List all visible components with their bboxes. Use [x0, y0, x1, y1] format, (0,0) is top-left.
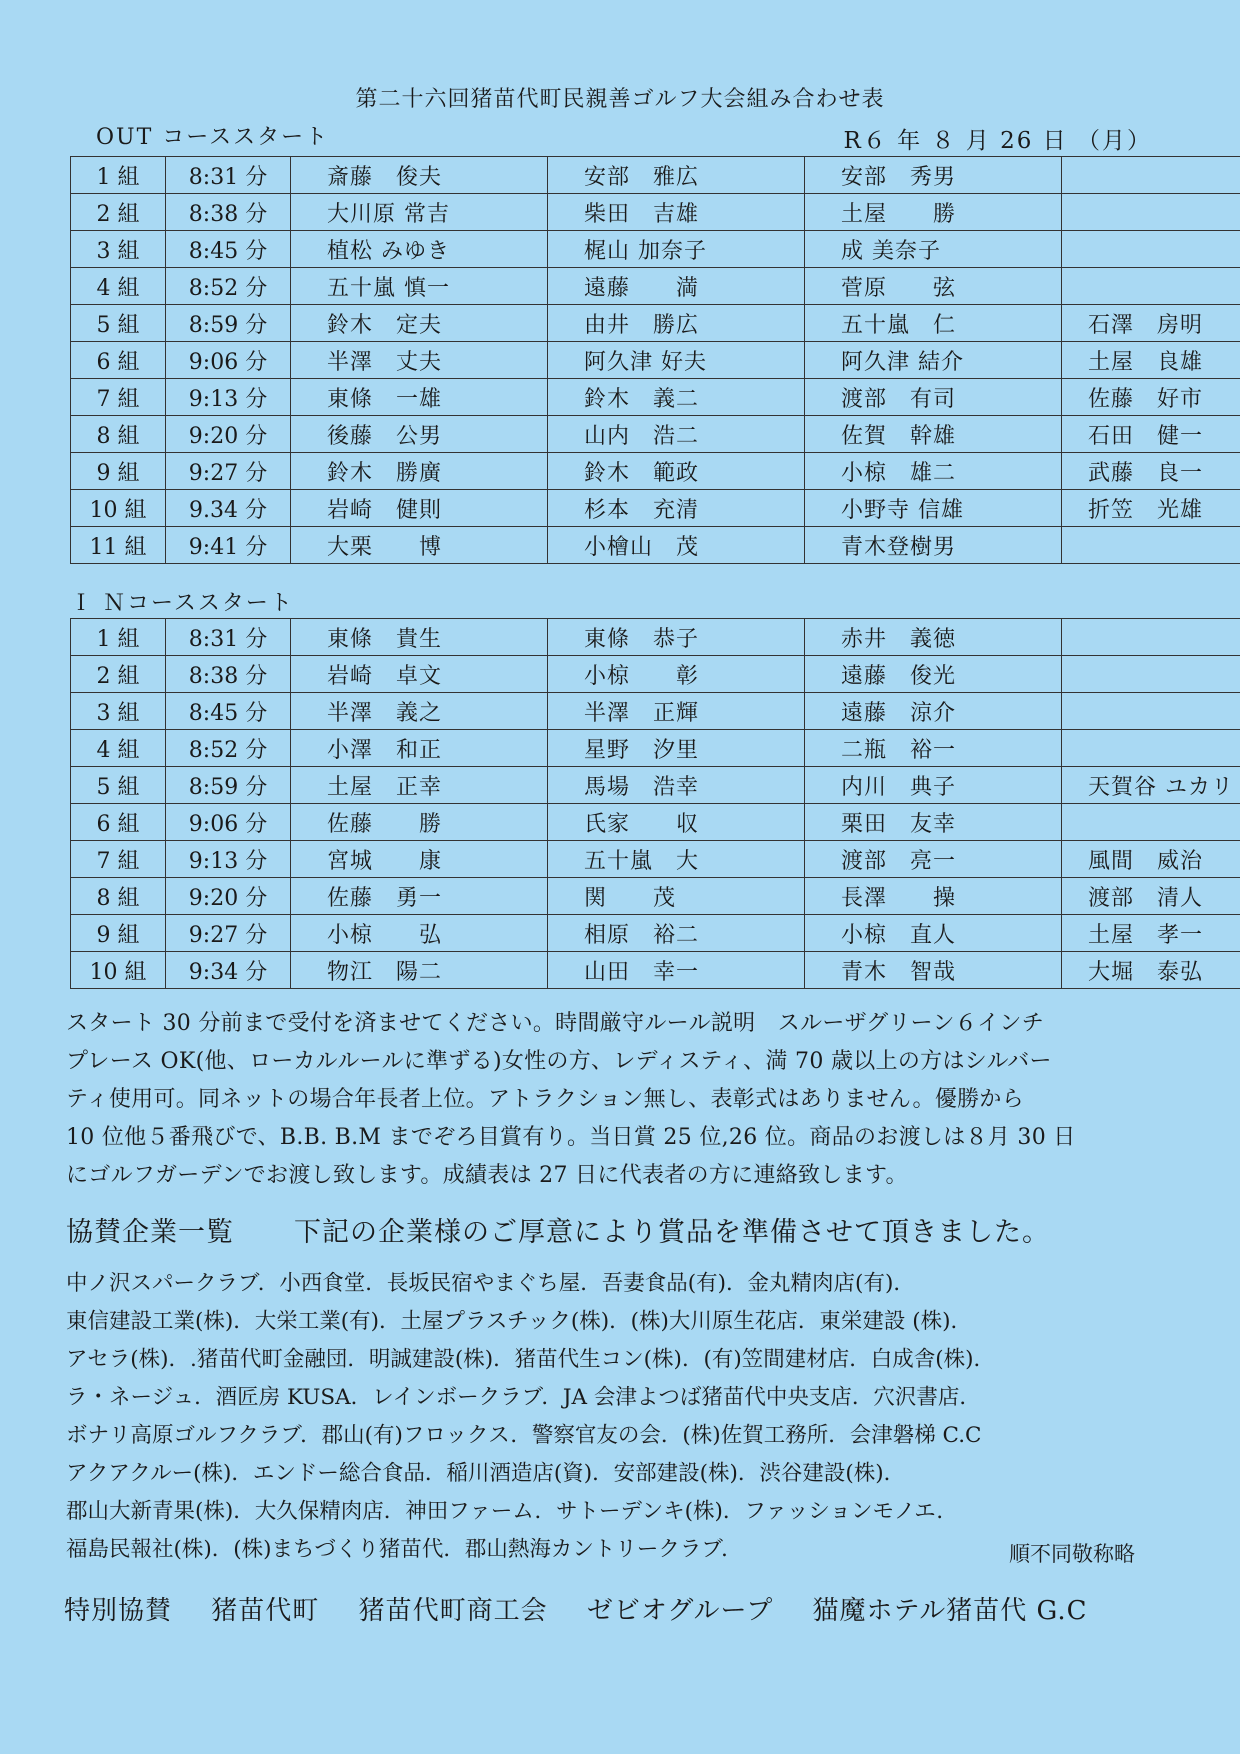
tee-time-cell: 8:45 分 — [166, 231, 291, 268]
tee-time-cell: 9.34 分 — [166, 490, 291, 527]
player-cell: 小椋 雄二 — [805, 453, 1062, 490]
player-cell: 東條 貴生 — [291, 619, 548, 656]
group-cell: 11 組 — [71, 527, 166, 564]
player-cell: 風間 威治 — [1062, 841, 1240, 878]
player-cell: 半澤 義之 — [291, 693, 548, 730]
schedule-row — [71, 656, 1240, 693]
schedule-row — [71, 268, 1240, 305]
sponsor-line: アセラ(株)．.猪苗代町金融団．明誠建設(株)．猪苗代生コン(株)．(有)笠間建材店．白成舎(株)． — [66, 1347, 996, 1372]
special-item: 猪苗代町 — [211, 1596, 320, 1626]
player-cell: 遠藤 満 — [548, 268, 805, 305]
out-course-table — [70, 156, 1240, 564]
player-cell: 鈴木 勝廣 — [291, 453, 548, 490]
player-cell: 佐賀 幹雄 — [805, 416, 1062, 453]
player-cell: 佐藤 好市 — [1062, 379, 1240, 416]
player-cell: 土屋 正幸 — [291, 767, 548, 804]
group-cell: 10 組 — [71, 952, 166, 989]
group-cell: 3 組 — [71, 693, 166, 730]
player-cell: 阿久津 好夫 — [548, 342, 805, 379]
group-cell: 2 組 — [71, 194, 166, 231]
tee-time-cell: 9:20 分 — [166, 416, 291, 453]
schedule-row — [71, 915, 1240, 952]
schedule-row — [71, 730, 1240, 767]
player-cell — [1062, 619, 1240, 656]
tee-time-cell: 9:20 分 — [166, 878, 291, 915]
player-cell: 馬場 浩幸 — [548, 767, 805, 804]
player-cell: 土屋 孝一 — [1062, 915, 1240, 952]
player-cell — [1062, 268, 1240, 305]
sponsor-line: 郡山大新青果(株)．大久保精肉店．神田ファーム．サトーデンキ(株)．ファッションモノエ． — [66, 1499, 958, 1524]
group-cell: 1 組 — [71, 619, 166, 656]
player-cell: 武藤 良一 — [1062, 453, 1240, 490]
player-cell — [1062, 527, 1240, 564]
player-cell: 渡部 亮一 — [805, 841, 1062, 878]
tee-time-cell: 9:06 分 — [166, 342, 291, 379]
sponsor-line: 中ノ沢スパークラブ．小西食堂．長坂民宿やまぐち屋．吾妻食品(有)．金丸精肉店(有)． — [66, 1271, 915, 1296]
player-cell: 青木登樹男 — [805, 527, 1062, 564]
player-cell: 小野寺 信雄 — [805, 490, 1062, 527]
tee-time-cell: 8:31 分 — [166, 157, 291, 194]
player-cell: 東條 恭子 — [548, 619, 805, 656]
notes-block — [66, 1005, 1176, 1195]
player-cell: 遠藤 俊光 — [805, 656, 1062, 693]
notes-line: スタート 30 分前まで受付を済ませてください。時間厳守ルール説明 スルーザグリーン６インチ — [66, 1011, 1045, 1036]
schedule-row — [71, 379, 1240, 416]
schedule-row — [71, 490, 1240, 527]
special-item: ゼビオグループ — [586, 1596, 774, 1626]
player-cell: 大川原 常吉 — [291, 194, 548, 231]
player-cell: 半澤 丈夫 — [291, 342, 548, 379]
group-cell: 5 組 — [71, 305, 166, 342]
tee-time-cell: 9:13 分 — [166, 379, 291, 416]
player-cell: 宮城 康 — [291, 841, 548, 878]
player-cell: 五十嵐 慎一 — [291, 268, 548, 305]
special-item: 猫魔ホテル猪苗代 G.C — [812, 1596, 1088, 1626]
document-title: 第二十六回猪苗代町民親善ゴルフ大会組み合わせ表 — [355, 87, 885, 112]
tee-time-cell: 8:45 分 — [166, 693, 291, 730]
in-course-label: Ｉ Ｎコーススタート — [70, 591, 294, 616]
player-cell: 安部 秀男 — [805, 157, 1062, 194]
player-cell: 小椋 彰 — [548, 656, 805, 693]
tee-time-cell: 8:38 分 — [166, 194, 291, 231]
player-cell: 天賀谷 ユカリ — [1062, 767, 1240, 804]
sponsor-line: ラ・ネージュ．酒匠房 KUSA．レインボークラブ．JA 会津よつば猪苗代中央支店．穴沢書店． — [66, 1385, 981, 1410]
player-cell: 栗田 友幸 — [805, 804, 1062, 841]
player-cell: 柴田 吉雄 — [548, 194, 805, 231]
player-cell: 渡部 清人 — [1062, 878, 1240, 915]
player-cell — [1062, 194, 1240, 231]
player-cell: 山田 幸一 — [548, 952, 805, 989]
event-date: R６ 年 ８ 月 26 日 （月） — [843, 128, 1152, 154]
player-cell: 内川 典子 — [805, 767, 1062, 804]
player-cell — [1062, 804, 1240, 841]
schedule-row — [71, 416, 1240, 453]
player-cell: 関 茂 — [548, 878, 805, 915]
player-cell — [1062, 231, 1240, 268]
tee-time-cell: 9:34 分 — [166, 952, 291, 989]
schedule-row — [71, 804, 1240, 841]
schedule-row — [71, 527, 1240, 564]
player-cell: 赤井 義徳 — [805, 619, 1062, 656]
schedule-row — [71, 157, 1240, 194]
notes-line: プレース OK(他、ローカルルールに準ずる)女性の方、レディスティ、満 70 歳以上の方はシルバー — [66, 1049, 1052, 1074]
player-cell: 安部 雅広 — [548, 157, 805, 194]
player-cell: 小檜山 茂 — [548, 527, 805, 564]
group-cell: 6 組 — [71, 342, 166, 379]
tee-time-cell: 8:38 分 — [166, 656, 291, 693]
player-cell: 由井 勝広 — [548, 305, 805, 342]
tee-time-cell: 8:59 分 — [166, 767, 291, 804]
group-cell: 1 組 — [71, 157, 166, 194]
player-cell: 後藤 公男 — [291, 416, 548, 453]
out-course-label: OUT コーススタート — [96, 125, 330, 150]
schedule-row — [71, 767, 1240, 804]
player-cell: 小椋 直人 — [805, 915, 1062, 952]
player-cell: 梶山 加奈子 — [548, 231, 805, 268]
player-cell: 五十嵐 大 — [548, 841, 805, 878]
tee-time-cell: 9:06 分 — [166, 804, 291, 841]
group-cell: 7 組 — [71, 841, 166, 878]
honorific-note: 順不同敬称略 — [1009, 1542, 1135, 1566]
schedule-row — [71, 952, 1240, 989]
group-cell: 6 組 — [71, 804, 166, 841]
schedule-row — [71, 878, 1240, 915]
sponsors-message: 下記の企業様のご厚意により賞品を準備させて頂きました。 — [294, 1217, 1050, 1248]
player-cell: 青木 智哉 — [805, 952, 1062, 989]
player-cell: 岩崎 卓文 — [291, 656, 548, 693]
sponsor-line: アクアクルー(株)．エンドー総合食品．稲川酒造店(資)．安部建設(株)．渋谷建設(株)． — [66, 1461, 906, 1486]
tee-time-cell: 8:31 分 — [166, 619, 291, 656]
tee-time-cell: 9:27 分 — [166, 453, 291, 490]
player-cell — [1062, 693, 1240, 730]
player-cell: 成 美奈子 — [805, 231, 1062, 268]
player-cell: 渡部 有司 — [805, 379, 1062, 416]
group-cell: 5 組 — [71, 767, 166, 804]
schedule-row — [71, 841, 1240, 878]
player-cell: 鈴木 義二 — [548, 379, 805, 416]
group-cell: 3 組 — [71, 231, 166, 268]
schedule-row — [71, 453, 1240, 490]
player-cell — [1062, 157, 1240, 194]
player-cell: 大栗 博 — [291, 527, 548, 564]
special-sponsors — [64, 1590, 1117, 1627]
in-course-table — [70, 618, 1240, 989]
notes-line: にゴルフガーデンでお渡し致します。成績表は 27 日に代表者の方に連絡致します。 — [66, 1163, 908, 1188]
player-cell: 鈴木 定夫 — [291, 305, 548, 342]
player-cell: 長澤 操 — [805, 878, 1062, 915]
player-cell: 大堀 泰弘 — [1062, 952, 1240, 989]
group-cell: 10 組 — [71, 490, 166, 527]
tee-time-cell: 8:52 分 — [166, 730, 291, 767]
player-cell — [1062, 656, 1240, 693]
player-cell: 東條 一雄 — [291, 379, 548, 416]
player-cell: 阿久津 結介 — [805, 342, 1062, 379]
tee-time-cell: 8:59 分 — [166, 305, 291, 342]
player-cell: 小椋 弘 — [291, 915, 548, 952]
player-cell: 半澤 正輝 — [548, 693, 805, 730]
schedule-row — [71, 194, 1240, 231]
group-cell: 4 組 — [71, 730, 166, 767]
schedule-row — [71, 619, 1240, 656]
player-cell: 小澤 和正 — [291, 730, 548, 767]
player-cell: 氏家 収 — [548, 804, 805, 841]
schedule-row — [71, 305, 1240, 342]
group-cell: 7 組 — [71, 379, 166, 416]
special-label: 特別協賛 — [64, 1596, 173, 1626]
player-cell: 山内 浩二 — [548, 416, 805, 453]
notes-line: 10 位他５番飛びで、B.B. B.M までぞろ目賞有り。当日賞 25 位,26 位。商品のお渡しは８月 30 日 — [66, 1125, 1076, 1150]
player-cell: 植松 みゆき — [291, 231, 548, 268]
sponsor-list — [66, 1265, 1176, 1569]
sponsors-heading-row — [66, 1210, 1050, 1249]
tee-time-cell: 9:27 分 — [166, 915, 291, 952]
schedule-row — [71, 693, 1240, 730]
player-cell: 岩崎 健則 — [291, 490, 548, 527]
schedule-row — [71, 342, 1240, 379]
sponsor-line: 東信建設工業(株)．大栄工業(有)．土屋プラスチック(株)．(株)大川原生花店．東栄建設 (株)． — [66, 1309, 972, 1334]
group-cell: 9 組 — [71, 915, 166, 952]
player-cell: 相原 裕二 — [548, 915, 805, 952]
player-cell: 星野 汐里 — [548, 730, 805, 767]
player-cell: 五十嵐 仁 — [805, 305, 1062, 342]
player-cell: 物江 陽二 — [291, 952, 548, 989]
player-cell: 石田 健一 — [1062, 416, 1240, 453]
special-item: 猪苗代町商工会 — [358, 1596, 548, 1626]
player-cell: 菅原 弦 — [805, 268, 1062, 305]
group-cell: 8 組 — [71, 416, 166, 453]
sponsor-line: ボナリ高原ゴルフクラブ．郡山(有)フロックス．警察官友の会．(株)佐賀工務所．会津磐梯 C.C — [66, 1423, 982, 1448]
group-cell: 4 組 — [71, 268, 166, 305]
group-cell: 8 組 — [71, 878, 166, 915]
player-cell: 二瓶 裕一 — [805, 730, 1062, 767]
tee-time-cell: 9:41 分 — [166, 527, 291, 564]
player-cell: 土屋 勝 — [805, 194, 1062, 231]
notes-line: ティ使用可。同ネットの場合年長者上位。アトラクション無し、表彰式はありません。優勝から — [66, 1087, 1025, 1112]
player-cell: 佐藤 勝 — [291, 804, 548, 841]
player-cell: 佐藤 勇一 — [291, 878, 548, 915]
group-cell: 2 組 — [71, 656, 166, 693]
player-cell — [1062, 730, 1240, 767]
player-cell: 鈴木 範政 — [548, 453, 805, 490]
player-cell: 杉本 充清 — [548, 490, 805, 527]
player-cell: 遠藤 涼介 — [805, 693, 1062, 730]
tee-time-cell: 8:52 分 — [166, 268, 291, 305]
group-cell: 9 組 — [71, 453, 166, 490]
player-cell: 石澤 房明 — [1062, 305, 1240, 342]
sponsor-line: 福島民報社(株)．(株)まちづくり猪苗代．郡山熱海カントリークラブ． — [66, 1537, 743, 1562]
player-cell: 土屋 良雄 — [1062, 342, 1240, 379]
player-cell: 斎藤 俊夫 — [291, 157, 548, 194]
sponsors-heading: 協賛企業一覧 — [66, 1217, 234, 1248]
player-cell: 折笠 光雄 — [1062, 490, 1240, 527]
schedule-row — [71, 231, 1240, 268]
tee-time-cell: 9:13 分 — [166, 841, 291, 878]
